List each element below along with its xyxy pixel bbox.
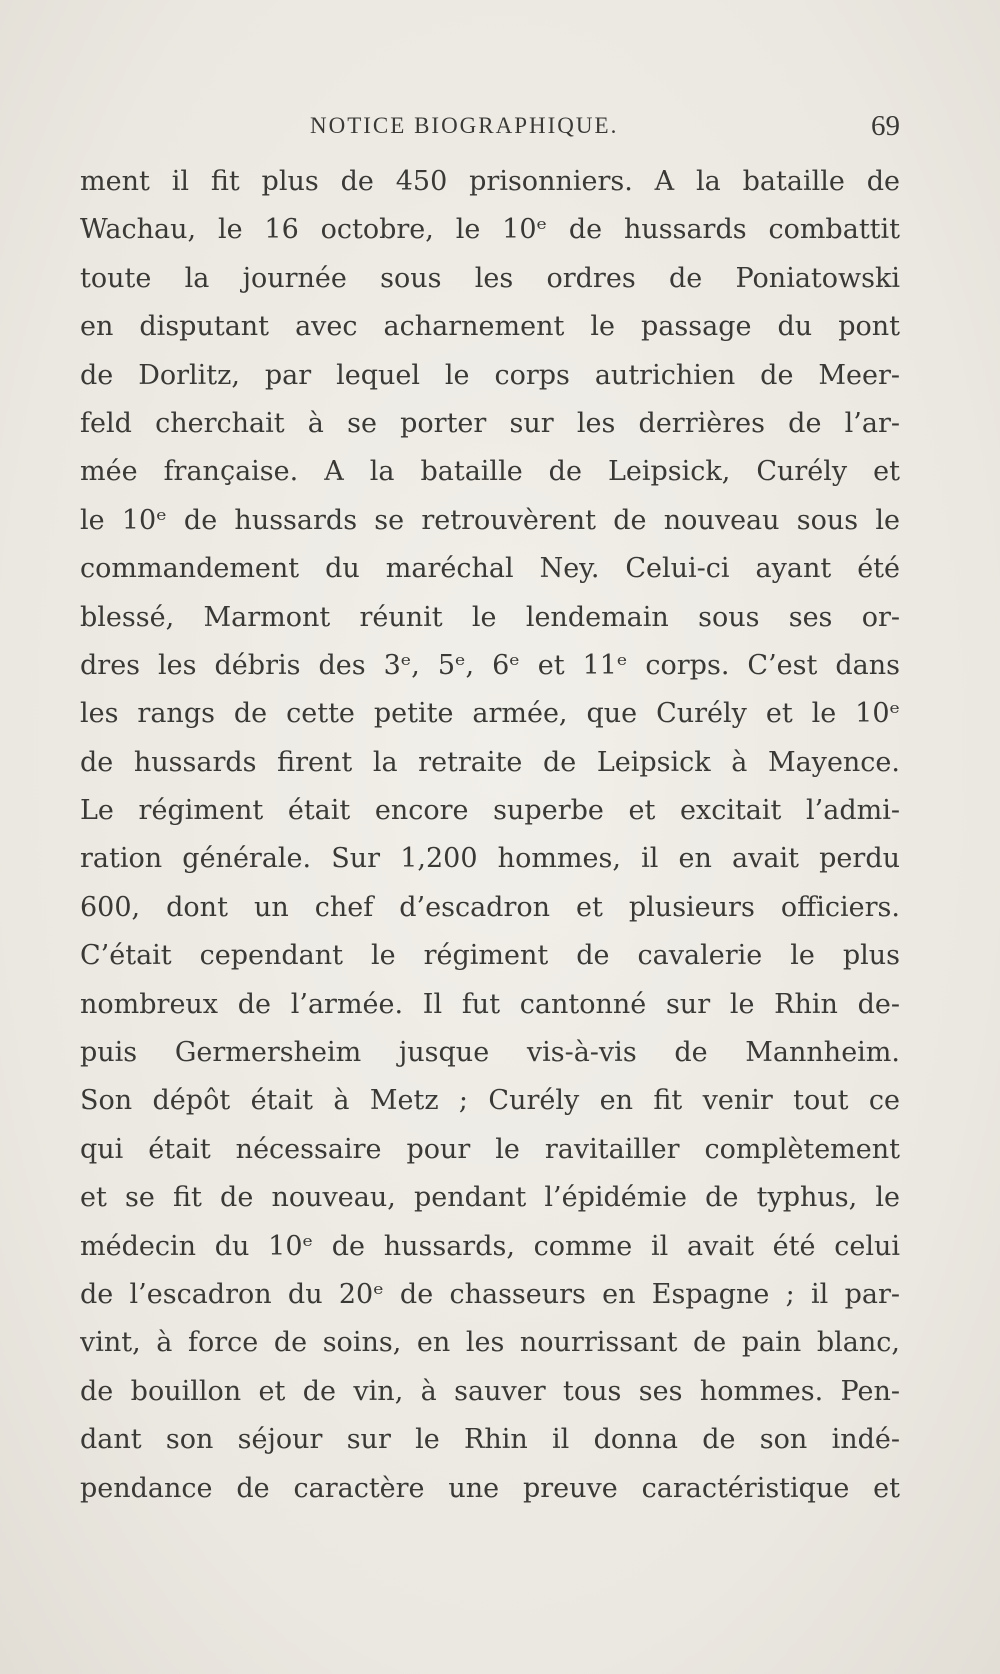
text-line: pendance de caractère une preuve caractéristique et	[80, 1472, 900, 1504]
text-line: Wachau, le 16 octobre, le 10ᵉ de hussards combattit	[80, 214, 900, 246]
text-line: mée française. A la bataille de Leipsick, Curély et	[80, 456, 900, 488]
text-line: ment il fit plus de 450 prisonniers. A la bataille de	[80, 166, 900, 197]
text-line: dant son séjour sur le Rhin il donna de son indé-	[80, 1424, 900, 1456]
body-text	[80, 158, 900, 1513]
text-line: et se fit de nouveau, pendant l’épidémie de typhus, le	[80, 1182, 900, 1214]
text-line: C’était cependant le régiment de cavalerie le plus	[80, 940, 900, 972]
text-line: blessé, Marmont réunit le lendemain sous ses or-	[80, 601, 900, 633]
page-header	[80, 106, 900, 146]
text-line: Le régiment était encore superbe et excitait l’admi-	[80, 795, 900, 827]
text-line: feld cherchait à se porter sur les derrières de l’ar-	[80, 407, 900, 439]
text-line: 600, dont un chef d’escadron et plusieurs officiers.	[80, 891, 900, 923]
text-line: puis Germersheim jusque vis-à-vis de Mannheim.	[80, 1037, 900, 1069]
text-line: en disputant avec acharnement le passage du pont	[80, 311, 900, 343]
text-line: de Dorlitz, par lequel le corps autrichien de Meer-	[80, 359, 900, 391]
page-number: 69	[871, 110, 900, 142]
text-line: dres les débris des 3ᵉ, 5ᵉ, 6ᵉ et 11ᵉ corps. C’est dans	[80, 649, 900, 681]
text-line: ration générale. Sur 1,200 hommes, il en avait perdu	[80, 843, 900, 875]
text-line: médecin du 10ᵉ de hussards, comme il avait été celui	[80, 1230, 900, 1262]
text-line: de bouillon et de vin, à sauver tous ses hommes. Pen-	[80, 1375, 900, 1407]
text-line: commandement du maréchal Ney. Celui-ci ayant été	[80, 553, 900, 585]
text-line: de l’escadron du 20ᵉ de chasseurs en Espagne ; il par-	[80, 1278, 900, 1310]
text-line: le 10ᵉ de hussards se retrouvèrent de nouveau sous le	[80, 504, 900, 536]
running-head: NOTICE BIOGRAPHIQUE.	[310, 113, 619, 138]
text-line: vint, à force de soins, en les nourrissant de pain blanc,	[80, 1327, 900, 1359]
text-line: qui était nécessaire pour le ravitailler complètement	[80, 1133, 900, 1165]
text-line: les rangs de cette petite armée, que Curély et le 10ᵉ	[80, 698, 900, 730]
text-line: de hussards firent la retraite de Leipsick à Mayence.	[80, 746, 900, 778]
text-line: Son dépôt était à Metz ; Curély en fit venir tout ce	[80, 1085, 900, 1117]
text-line: toute la journée sous les ordres de Poniatowski	[80, 262, 900, 294]
text-line: nombreux de l’armée. Il fut cantonné sur le Rhin de-	[80, 988, 900, 1020]
